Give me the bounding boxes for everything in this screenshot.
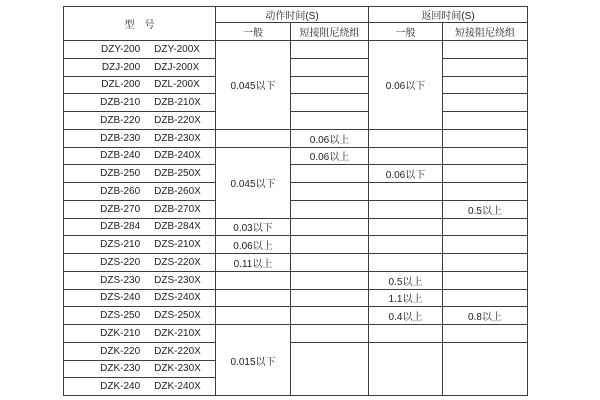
model-name: DZS-210X bbox=[154, 239, 201, 251]
return-damped-winding-cell: 0.8以上 bbox=[443, 307, 528, 325]
model-name: DZS-250 bbox=[100, 310, 141, 322]
table-row bbox=[64, 271, 528, 289]
model-cell bbox=[64, 289, 216, 307]
model-name: DZK-210X bbox=[154, 327, 201, 339]
model-name: DZK-220 bbox=[100, 345, 141, 357]
action-general-cell bbox=[216, 129, 291, 147]
return-damped-winding-cell bbox=[443, 94, 528, 112]
model-cell bbox=[64, 58, 216, 76]
action-damped-winding-cell bbox=[291, 200, 369, 218]
model-cell bbox=[64, 360, 216, 378]
model-name: DZB-270X bbox=[154, 203, 201, 215]
header-row-groups bbox=[64, 7, 528, 23]
action-damped-winding-cell bbox=[291, 112, 369, 130]
model-name: DZK-240 bbox=[100, 381, 141, 393]
action-damped-winding-cell bbox=[291, 236, 369, 254]
model-cell bbox=[64, 200, 216, 218]
action-damped-winding-cell bbox=[291, 183, 369, 201]
model-pair bbox=[64, 115, 215, 126]
table-row bbox=[64, 289, 528, 307]
model-name: DZS-220X bbox=[154, 256, 201, 268]
model-name: DZB-250 bbox=[100, 168, 141, 180]
model-name: DZS-240 bbox=[100, 292, 141, 304]
model-name: DZK-210 bbox=[100, 327, 141, 339]
model-pair bbox=[64, 239, 215, 250]
model-name: DZS-250X bbox=[154, 310, 201, 322]
table-row bbox=[64, 307, 528, 325]
action-damped-winding-header: 短接阻尼绕组 bbox=[291, 23, 369, 41]
return-general-cell bbox=[369, 325, 443, 343]
action-general-cell: 0.03以下 bbox=[216, 218, 291, 236]
model-pair bbox=[64, 204, 215, 215]
model-name: DZB-270 bbox=[100, 203, 141, 215]
action-damped-winding-cell bbox=[291, 342, 369, 395]
action-damped-winding-cell bbox=[291, 254, 369, 272]
model-cell bbox=[64, 165, 216, 183]
return-damped-winding-cell bbox=[443, 218, 528, 236]
action-damped-winding-cell bbox=[291, 289, 369, 307]
return-general-cell bbox=[369, 147, 443, 165]
model-cell bbox=[64, 342, 216, 360]
action-damped-winding-cell bbox=[291, 58, 369, 76]
action-general-cell: 0.045以下 bbox=[216, 147, 291, 218]
model-pair bbox=[64, 150, 215, 161]
model-pair bbox=[64, 44, 215, 55]
return-damped-winding-cell bbox=[443, 58, 528, 76]
action-damped-winding-cell bbox=[291, 307, 369, 325]
model-cell bbox=[64, 94, 216, 112]
model-name: DZY-200X bbox=[154, 43, 200, 55]
return-damped-winding-cell bbox=[443, 289, 528, 307]
model-name: DZS-220 bbox=[100, 256, 141, 268]
return-damped-winding-cell bbox=[443, 147, 528, 165]
return-damped-winding-cell: 0.5以上 bbox=[443, 200, 528, 218]
table-row bbox=[64, 41, 528, 59]
model-pair bbox=[64, 292, 215, 303]
model-cell bbox=[64, 254, 216, 272]
model-name: DZK-220X bbox=[154, 345, 201, 357]
action-general-cell bbox=[216, 289, 291, 307]
model-pair bbox=[64, 328, 215, 339]
action-time-group-header: 动作时间(S) bbox=[216, 7, 369, 23]
model-column-header: 型 号 bbox=[64, 7, 216, 41]
model-name: DZL-200 bbox=[101, 79, 141, 91]
table-row bbox=[64, 165, 528, 183]
model-name: DZB-250X bbox=[154, 168, 201, 180]
model-cell bbox=[64, 76, 216, 94]
action-general-cell: 0.045以下 bbox=[216, 41, 291, 130]
action-damped-winding-cell bbox=[291, 41, 369, 59]
model-name: DZS-240X bbox=[154, 292, 201, 304]
model-cell bbox=[64, 236, 216, 254]
return-damped-winding-cell bbox=[443, 254, 528, 272]
return-general-cell bbox=[369, 254, 443, 272]
model-cell bbox=[64, 147, 216, 165]
model-cell bbox=[64, 41, 216, 59]
action-general-cell: 0.11以上 bbox=[216, 254, 291, 272]
return-damped-winding-cell bbox=[443, 183, 528, 201]
model-cell bbox=[64, 325, 216, 343]
model-name: DZB-230 bbox=[100, 132, 141, 144]
return-general-cell: 0.4以上 bbox=[369, 307, 443, 325]
model-name: DZK-240X bbox=[154, 381, 201, 393]
return-general-cell: 0.06以下 bbox=[369, 165, 443, 183]
model-pair bbox=[64, 133, 215, 144]
action-damped-winding-cell bbox=[291, 76, 369, 94]
table-row bbox=[64, 200, 528, 218]
return-damped-winding-cell bbox=[443, 129, 528, 147]
model-pair bbox=[64, 221, 215, 232]
model-name: DZB-210 bbox=[100, 97, 141, 109]
return-general-header: 一般 bbox=[369, 23, 443, 41]
model-name: DZB-240 bbox=[100, 150, 141, 162]
model-cell bbox=[64, 307, 216, 325]
model-name: DZB-260X bbox=[154, 185, 201, 197]
model-pair bbox=[64, 381, 215, 392]
return-damped-winding-cell bbox=[443, 76, 528, 94]
model-cell bbox=[64, 271, 216, 289]
table-row bbox=[64, 325, 528, 343]
model-pair bbox=[64, 186, 215, 197]
action-damped-winding-cell: 0.06以上 bbox=[291, 129, 369, 147]
action-general-cell bbox=[216, 271, 291, 289]
model-name: DZS-210 bbox=[100, 239, 141, 251]
action-general-cell: 0.06以上 bbox=[216, 236, 291, 254]
table-row bbox=[64, 76, 528, 94]
table-row bbox=[64, 254, 528, 272]
relay-timing-table bbox=[63, 6, 528, 396]
table-body bbox=[64, 41, 528, 396]
model-name: DZB-220 bbox=[100, 114, 141, 126]
model-pair bbox=[64, 62, 215, 73]
model-cell bbox=[64, 218, 216, 236]
model-cell bbox=[64, 183, 216, 201]
table-row bbox=[64, 342, 528, 360]
model-name: DZS-230 bbox=[100, 274, 141, 286]
model-name: DZB-284 bbox=[100, 221, 141, 233]
return-damped-winding-cell bbox=[443, 342, 528, 395]
model-pair bbox=[64, 275, 215, 286]
table-row bbox=[64, 129, 528, 147]
model-name: DZB-240X bbox=[154, 150, 201, 162]
return-general-cell bbox=[369, 129, 443, 147]
return-general-cell bbox=[369, 218, 443, 236]
return-general-cell: 1.1以上 bbox=[369, 289, 443, 307]
model-cell bbox=[64, 112, 216, 130]
model-name: DZB-210X bbox=[154, 97, 201, 109]
table-row bbox=[64, 58, 528, 76]
return-damped-winding-header: 短接阻尼绕组 bbox=[443, 23, 528, 41]
action-damped-winding-cell: 0.06以上 bbox=[291, 147, 369, 165]
model-pair bbox=[64, 346, 215, 357]
model-name: DZB-220X bbox=[154, 114, 201, 126]
table-row bbox=[64, 112, 528, 130]
table-row bbox=[64, 183, 528, 201]
return-damped-winding-cell bbox=[443, 165, 528, 183]
model-pair bbox=[64, 257, 215, 268]
return-damped-winding-cell bbox=[443, 236, 528, 254]
action-damped-winding-cell bbox=[291, 94, 369, 112]
return-time-group-header: 返回时间(S) bbox=[369, 7, 528, 23]
model-pair bbox=[64, 79, 215, 90]
return-general-cell bbox=[369, 183, 443, 201]
model-name: DZL-200X bbox=[154, 79, 200, 91]
model-name: DZK-230 bbox=[100, 363, 141, 375]
return-general-cell bbox=[369, 236, 443, 254]
return-damped-winding-cell bbox=[443, 271, 528, 289]
action-general-header: 一般 bbox=[216, 23, 291, 41]
table-row bbox=[64, 236, 528, 254]
table-row bbox=[64, 147, 528, 165]
model-cell bbox=[64, 378, 216, 396]
model-name: DZB-230X bbox=[154, 132, 201, 144]
return-general-cell: 0.06以下 bbox=[369, 41, 443, 130]
model-name: DZJ-200 bbox=[101, 61, 141, 73]
model-name: DZB-260 bbox=[100, 185, 141, 197]
action-damped-winding-cell bbox=[291, 325, 369, 343]
model-name: DZB-284X bbox=[154, 221, 201, 233]
model-pair bbox=[64, 97, 215, 108]
action-general-cell: 0.015以下 bbox=[216, 325, 291, 396]
model-name: DZY-200 bbox=[101, 43, 141, 55]
action-general-cell bbox=[216, 307, 291, 325]
model-cell bbox=[64, 129, 216, 147]
model-pair bbox=[64, 168, 215, 179]
table-row bbox=[64, 94, 528, 112]
model-name: DZK-230X bbox=[154, 363, 201, 375]
table-row bbox=[64, 218, 528, 236]
model-name: DZJ-200X bbox=[154, 61, 200, 73]
return-general-cell bbox=[369, 200, 443, 218]
model-pair bbox=[64, 310, 215, 321]
model-pair bbox=[64, 363, 215, 374]
action-damped-winding-cell bbox=[291, 271, 369, 289]
return-damped-winding-cell bbox=[443, 41, 528, 59]
action-damped-winding-cell bbox=[291, 218, 369, 236]
return-general-cell bbox=[369, 342, 443, 395]
model-name: DZS-230X bbox=[154, 274, 201, 286]
action-damped-winding-cell bbox=[291, 165, 369, 183]
return-damped-winding-cell bbox=[443, 325, 528, 343]
return-general-cell: 0.5以上 bbox=[369, 271, 443, 289]
return-damped-winding-cell bbox=[443, 112, 528, 130]
